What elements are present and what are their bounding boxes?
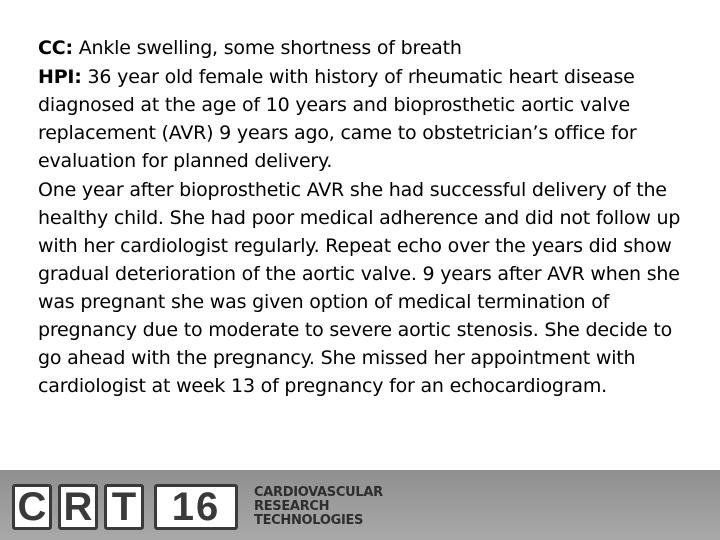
chief-complaint bbox=[38, 34, 698, 62]
cc-label: CC: bbox=[38, 37, 73, 59]
hpi-label: HPI: bbox=[38, 66, 82, 88]
crt-logo bbox=[12, 482, 383, 532]
logo-wordmark-line: RESEARCH bbox=[254, 499, 330, 514]
hpi-text: 36 year old female with history of rheumatic heart disease diagnosed at the age of 10 years and bioprosthetic aortic valve replacement (AVR) 9 years ago, came to obstetrician’s office for evaluation for planned delivery. bbox=[38, 66, 637, 172]
history-of-present-illness bbox=[38, 63, 698, 175]
logo-number: 16 bbox=[154, 484, 238, 530]
slide-body bbox=[38, 34, 698, 400]
logo-letter-c: C bbox=[12, 484, 52, 530]
logo-wordmark-line: TECHNOLOGIES bbox=[254, 513, 364, 528]
cc-text: Ankle swelling, some shortness of breath bbox=[78, 37, 462, 59]
logo-wordmark-line: CARDIOVASCULAR bbox=[254, 485, 383, 500]
logo-letter-t: T bbox=[104, 484, 144, 530]
logo-letter-r: R bbox=[58, 484, 98, 530]
logo-wordmark bbox=[254, 486, 383, 528]
footer-bar bbox=[0, 470, 720, 540]
case-paragraph: One year after bioprosthetic AVR she had successful delivery of the healthy child. She had poor medical adherence and did not follow up with her cardiologist regularly. Repeat echo over the years did show gradual deterioration of the aortic valve. 9 years after AVR when she was pregnant she was given option of medical termination of pregnancy due to moderate to severe aortic stenosis. She decide to go ahead with the pregnancy. She missed her appointment with cardiologist at week 13 of pregnancy for an echocardiogram. bbox=[38, 179, 681, 397]
